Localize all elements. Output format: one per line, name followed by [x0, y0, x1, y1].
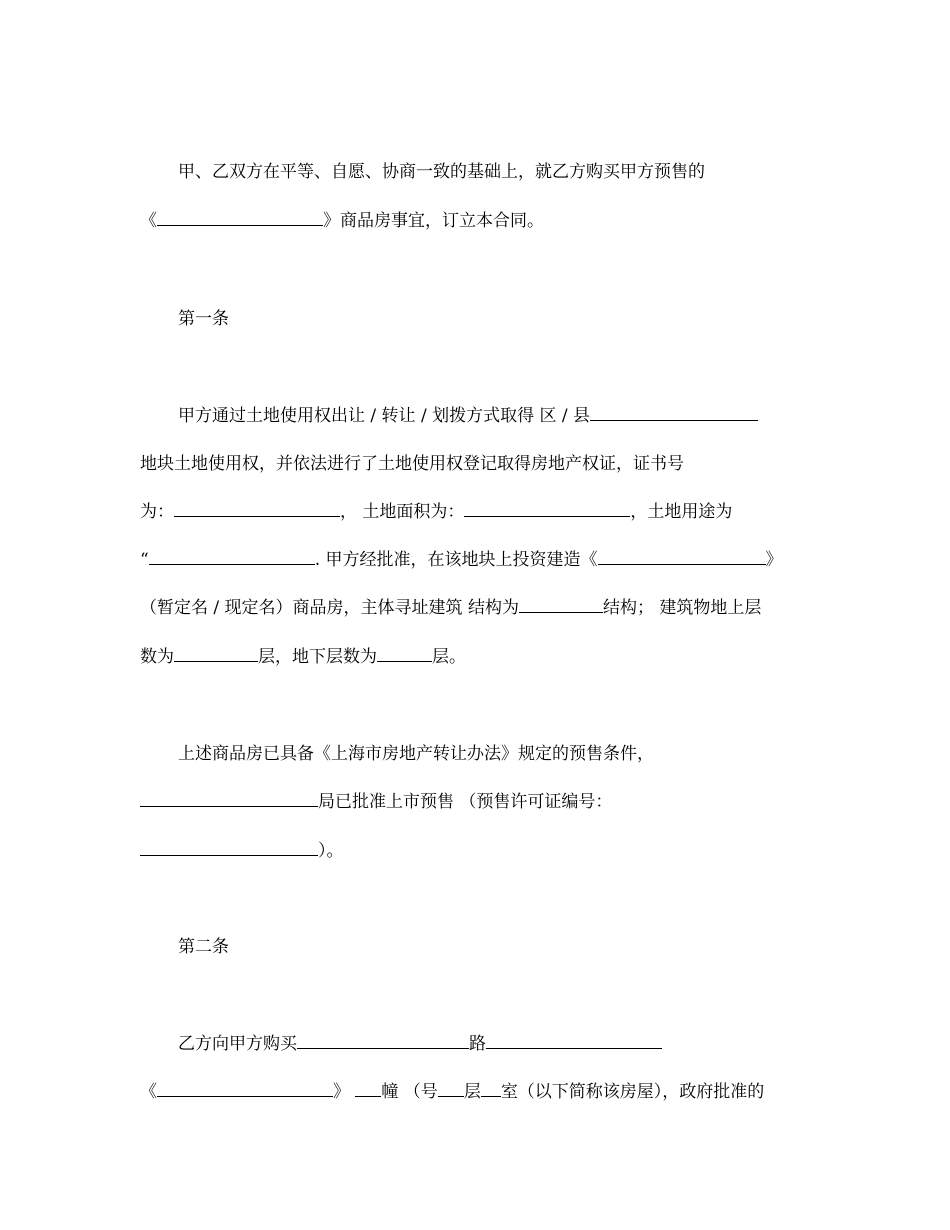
intro-text-1: 甲、乙双方在平等、自愿、协商一致的基础上，就乙方购买甲方预售的: [178, 162, 705, 182]
floors-suffix: 层。: [432, 647, 466, 667]
presale-conditions-text: 上述商品房已具备《上海市房地产转让办法》规定的预售条件，: [178, 744, 654, 764]
floors-below-label: 层，地下层数为: [258, 647, 377, 667]
quote-open: “: [140, 550, 149, 570]
presale-line-1: [178, 742, 654, 766]
intro-text-2: 》商品房事宜，订立本合同。: [323, 211, 544, 231]
building-label: 幢 （号: [381, 1082, 438, 1102]
floors-count-label: 数为: [140, 647, 174, 667]
certificate-label: 为：: [140, 502, 174, 522]
article-1-heading: [178, 307, 229, 331]
floor-label: 层: [463, 1082, 481, 1102]
intro-bracket-open: 《: [140, 211, 157, 231]
construction-text: . 甲方经批准，在该地块上投资建造《: [314, 550, 598, 570]
certificate-number-blank: [174, 500, 340, 517]
building-name-blank: [598, 548, 766, 565]
article-2-title: 第二条: [178, 937, 229, 957]
intro-line-1: [178, 160, 705, 184]
land-acquisition-text: 甲方通过土地使用权出让 / 转让 / 划拨方式取得 区 / 县: [178, 406, 591, 426]
bracket-open-2: 《: [140, 1082, 157, 1102]
street-blank: [297, 1032, 469, 1049]
road-label: 路: [469, 1034, 486, 1054]
room-label-text: 室（以下简称该房屋），政府批准的: [500, 1082, 765, 1102]
room-number-blank: [481, 1080, 501, 1097]
presale-close-text: ）。: [318, 841, 344, 861]
floors-below-blank: [377, 645, 432, 662]
presale-approval-text: 局已批准上市预售 （预售许可证编号：: [318, 792, 613, 812]
article-1-line-1: [178, 404, 758, 428]
land-area-blank: [464, 500, 630, 517]
floors-above-blank: [174, 645, 258, 662]
presale-permit-blank: [140, 839, 318, 856]
structure-label: （暂定名 / 现定名）商品房，主体寻址建筑 结构为: [140, 598, 519, 618]
structure-blank: [519, 596, 603, 613]
building-number-blank: [355, 1080, 381, 1097]
floor-number-blank: [438, 1080, 464, 1097]
article-1-line-5: [140, 596, 761, 620]
land-area-label: ， 土地面积为：: [340, 502, 465, 522]
land-right-text: 地块土地使用权，并依法进行了土地使用权登记取得房地产权证，证书号: [140, 454, 684, 474]
article-1-title: 第一条: [178, 309, 229, 329]
article-2-line-2: [140, 1080, 764, 1104]
bureau-blank: [140, 790, 318, 807]
bracket-close-2: 》: [333, 1082, 350, 1102]
presale-line-2: [140, 790, 612, 814]
land-use-label: ，土地用途为: [630, 502, 733, 522]
article-1-line-4: [140, 548, 783, 572]
project-name-blank: [157, 209, 323, 226]
purchase-text: 乙方向甲方购买: [178, 1034, 297, 1054]
intro-line-2: [140, 209, 544, 233]
estate-name-blank: [157, 1080, 333, 1097]
road-number-blank: [486, 1032, 662, 1049]
article-1-line-6: [140, 645, 466, 669]
article-2-line-1: [178, 1032, 662, 1056]
article-1-line-3: [140, 500, 732, 524]
article-1-line-2: [140, 452, 684, 476]
presale-line-3: [140, 839, 344, 863]
floors-above-label: 结构； 建筑物地上层: [602, 598, 762, 618]
land-use-blank: [149, 548, 315, 565]
bracket-close: 》: [765, 550, 783, 570]
article-2-heading: [178, 935, 229, 959]
district-blank: [590, 404, 758, 421]
